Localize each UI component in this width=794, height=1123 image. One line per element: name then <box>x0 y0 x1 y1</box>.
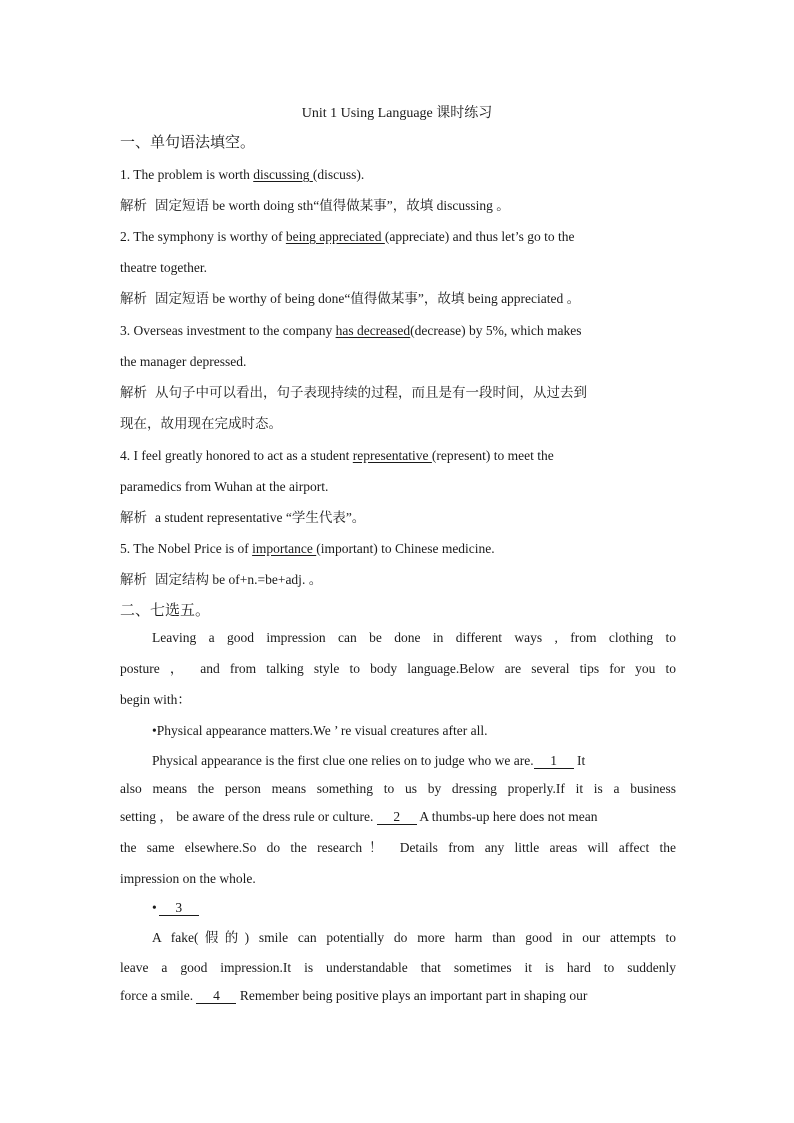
passage-line: begin with： <box>120 692 191 707</box>
explanation-text: 从句子中可以看出，句子表现持续的过程，而且是有一段时间，从过去到 <box>155 385 587 400</box>
question-text: 1. The problem is worth <box>120 167 254 182</box>
bullet-heading-1: •Physical appearance matters.We ’ re visual creatures after all. <box>152 723 488 738</box>
passage-text: Physical appearance is the first clue one relies on to judge who we are. <box>152 753 534 768</box>
blank-4: 4 <box>196 989 236 1004</box>
explanation-label: 解析 <box>120 291 147 306</box>
question-3-continued: the manager depressed. <box>120 354 247 369</box>
passage-text: It <box>573 753 586 768</box>
question-hint: (important) to Chinese medicine. <box>316 541 495 556</box>
passage-line <box>120 987 676 1005</box>
bullet-dot: • <box>152 900 157 915</box>
answer-5: importance <box>252 541 317 556</box>
answer-4: representative <box>352 448 432 463</box>
explanation-label: 解析 <box>120 510 147 525</box>
question-2 <box>120 228 676 246</box>
question-text: 3. Overseas investment to the company <box>120 323 336 338</box>
question-4-continued: paramedics from Wuhan at the airport. <box>120 479 329 494</box>
blank-1: 1 <box>534 754 574 769</box>
passage-line: A fake(假的) smile can potentially do more harm than good in our attempts to <box>152 930 676 945</box>
explanation-5 <box>120 571 676 589</box>
explanation-4 <box>120 509 676 527</box>
question-5 <box>120 540 676 558</box>
question-hint: (decrease) by 5%, which makes <box>410 323 582 338</box>
blank-2: 2 <box>377 810 417 825</box>
section-heading-grammar: 一、单句语法填空。 <box>120 135 256 151</box>
answer-1: discussing <box>253 167 313 182</box>
explanation-2 <box>120 290 676 308</box>
passage-line <box>120 808 676 826</box>
question-text: 4. I feel greatly honored to act as a student <box>120 448 353 463</box>
passage-line: Leaving a good impression can be done in different ways , from clothing to <box>152 630 676 645</box>
passage-line: leave a good impression.It is understandable that sometimes it is hard to suddenly <box>120 960 676 975</box>
question-hint: (discuss). <box>312 167 365 182</box>
explanation-label: 解析 <box>120 572 147 587</box>
question-2-continued: theatre together. <box>120 260 207 275</box>
bullet-heading-3 <box>152 899 676 917</box>
question-text: 2. The symphony is worthy of <box>120 229 286 244</box>
passage-text: setting ， be aware of the dress rule or culture. <box>120 809 377 824</box>
explanation-label: 解析 <box>120 198 147 213</box>
answer-3: has decreased <box>335 323 411 338</box>
question-3 <box>120 322 676 340</box>
passage-text: A thumbs-up here does not mean <box>416 809 598 824</box>
question-text: 5. The Nobel Price is of <box>120 541 253 556</box>
explanation-1 <box>120 197 676 215</box>
explanation-text: 固定短语 be worth doing sth“值得做某事”，故填 discussing 。 <box>155 198 510 213</box>
blank-3: 3 <box>159 901 199 916</box>
question-4 <box>120 447 676 465</box>
question-hint: (represent) to meet the <box>431 448 554 463</box>
passage-text: force a smile. <box>120 988 197 1003</box>
explanation-text: 固定短语 be worthy of being done“值得做某事”，故填 being appreciated 。 <box>155 291 581 306</box>
passage-line: impression on the whole. <box>120 871 256 886</box>
explanation-3-continued: 现在，故用现在完成时态。 <box>120 416 282 431</box>
section-heading-seven-choose-five: 二、七选五。 <box>120 603 211 619</box>
passage-line <box>152 752 676 770</box>
passage-line: the same elsewhere.So do the research！ Details from any little areas will affect the <box>120 840 676 855</box>
explanation-label: 解析 <box>120 385 147 400</box>
passage-line: also means the person means something to us by dressing properly.If it is a business <box>120 781 676 796</box>
passage-text: Remember being positive plays an important part in shaping our <box>236 988 588 1003</box>
question-1 <box>120 166 676 184</box>
explanation-text: 固定结构 be of+n.=be+adj. 。 <box>155 572 323 587</box>
explanation-text: a student representative “学生代表”。 <box>155 510 366 525</box>
answer-2: being appreciated <box>285 229 385 244</box>
explanation-3 <box>120 384 676 402</box>
passage-line: posture ， and from talking style to body language.Below are several tips for you to <box>120 661 676 676</box>
question-hint: (appreciate) and thus let’s go to the <box>384 229 575 244</box>
page-title: Unit 1 Using Language 课时练习 <box>301 106 493 121</box>
